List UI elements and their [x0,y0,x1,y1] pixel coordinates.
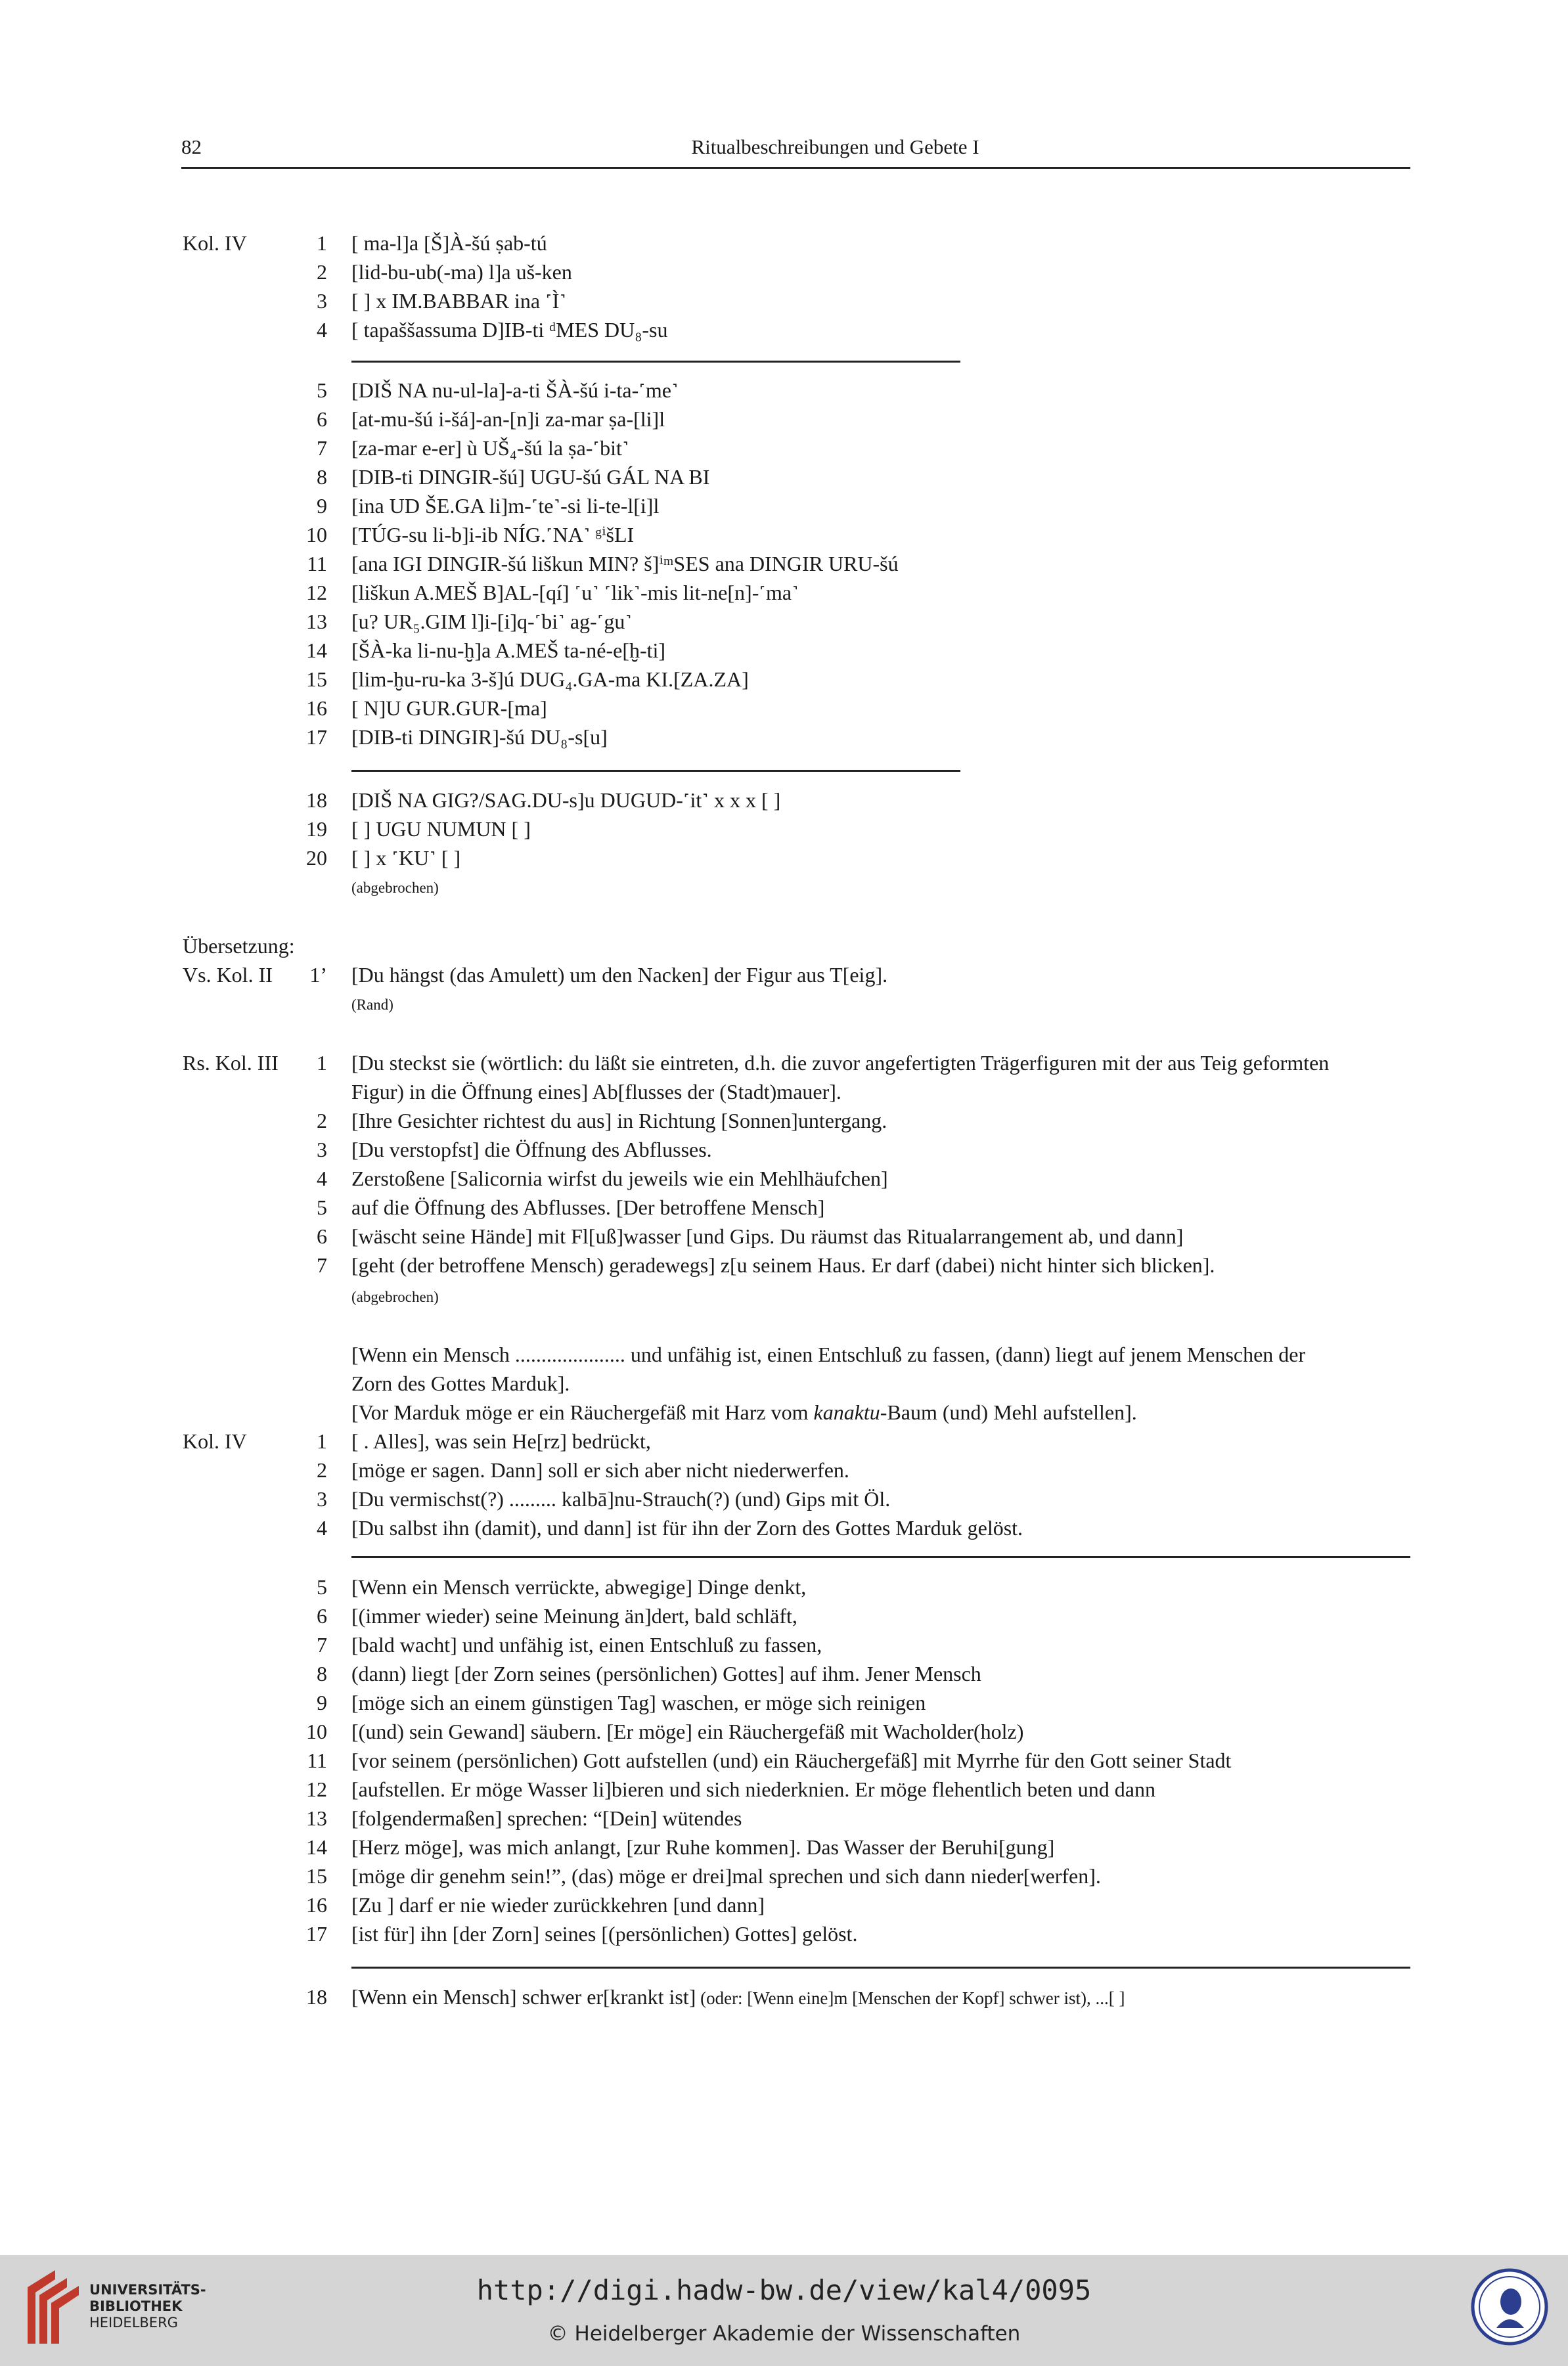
text-line: [vor seinem (persönlichen) Gott aufstellen (und) ein Räuchergefäß] mit Myrrhe für den Gott seiner Stadt [351,1749,1232,1772]
text-line: [Herz möge], was mich anlangt, [zur Ruhe kommen]. Das Wasser der Beruhi[gung] [351,1835,1055,1859]
text-line: [DIŠ NA GIG?/SAG.DU-s]u DUGUD-˹it˺ x x x [ ] [351,788,781,812]
text-line: auf die Öffnung des Abflusses. [Der betroffene Mensch] [351,1195,825,1219]
text-line: Zerstoßene [Salicornia wirfst du jeweils wie ein Mehlhäufchen] [351,1167,888,1190]
text-line: [DIB-ti DINGIR]-šú DU₈-s[u] [351,725,608,749]
text-line: [folgendermaßen] sprechen: “[Dein] wütendes [351,1806,742,1830]
line-number: 14 [306,1835,327,1859]
text-line: [(immer wieder) seine Meinung än]dert, bald schläft, [351,1604,797,1628]
section-divider [351,361,960,363]
line-number: 3 [317,289,327,313]
intro-line: Zorn des Gottes Marduk]. [351,1372,570,1395]
text-line: [ ] x ˹KU˺ [ ] [351,846,461,870]
text-line: [Du steckst sie (wörtlich: du läßt sie eintreten, d.h. die zuvor angefertigten Trägerfiguren mit der aus Teig geformten [351,1051,1330,1075]
library-name-line: BIBLIOTHEK [89,2298,183,2314]
text-line: [(und) sein Gewand] säubern. [Er möge] ein Räuchergefäß mit Wacholder(holz) [351,1720,1024,1743]
intro-text: -Baum (und) Mehl aufstellen]. [880,1400,1137,1424]
line-number: 8 [317,1662,327,1685]
text-line: [ ] x IM.BABBAR ina ˹Ì˺ [351,289,567,313]
section-divider [351,770,960,772]
line-number: 11 [307,1749,327,1772]
line-number: 7 [317,1253,327,1277]
text-line: [ ma-l]a [Š]À-šú ṣab-tú [351,231,547,255]
intro-text: [Vor Marduk möge er ein Räuchergefäß mit Harz vom [351,1400,814,1424]
line-number: 18 [306,1985,327,2009]
section-divider [351,1967,1410,1969]
note-rand: (Rand) [351,996,393,1013]
text-line: (dann) liegt [der Zorn seines (persönlichen) Gottes] auf ihm. Jener Mensch [351,1662,981,1685]
line-number: 7 [317,1633,327,1657]
line-number: 1’ [309,963,327,987]
line-number: 6 [317,1224,327,1248]
footer-bar [0,2255,1568,2366]
line-number: 5 [317,378,327,402]
text-line: [Wenn ein Mensch] schwer er[krankt ist] (oder: [Wenn eine]m [Menschen der Kopf] schwer ist), ...[ ] [351,1985,1125,2009]
line-number: 9 [317,494,327,518]
text-line: [möge dir genehm sein!”, (das) möge er drei]mal sprechen und sich dann nieder[werfen]. [351,1864,1101,1888]
line-number: 17 [306,1922,327,1946]
note-abgebrochen: (abgebrochen) [351,1289,439,1305]
running-header [181,135,1410,169]
text-line: [ist für] ihn [der Zorn] seines [(persönlichen) Gottes] gelöst. [351,1922,858,1946]
line-number: 3 [317,1138,327,1161]
line-number: 11 [307,552,327,575]
academy-seal-icon [1470,2267,1549,2346]
text-line: [liškun A.MEŠ B]AL-[qí] ˹u˺ ˹lik˺-mis lit-ne[n]-˹ma˺ [351,581,799,604]
section-label-rs-kol-iii: Rs. Kol. III [183,1051,279,1075]
text-line: [Zu ] darf er nie wieder zurückkehren [und dann] [351,1893,765,1917]
line-number: 13 [306,610,327,633]
text-line: [geht (der betroffene Mensch) geradewegs] z[u seinem Haus. Er darf (dabei) nicht hinter sich blicken]. [351,1253,1215,1277]
line-number: 10 [306,1720,327,1743]
source-url-link[interactable]: http://digi.hadw-bw.de/view/kal4/0095 [476,2274,1092,2306]
line-number: 5 [317,1195,327,1219]
intro-line: [Wenn ein Mensch ..................... und unfähig ist, einen Entschluß zu fassen, (dann) liegt auf jenem Menschen der [351,1343,1306,1366]
text-line: [Du vermischst(?) ......... kalbā]nu-Strauch(?) (und) Gips mit Öl. [351,1487,891,1511]
text-line: [möge sich an einem günstigen Tag] waschen, er möge sich reinigen [351,1691,926,1714]
text-line: [bald wacht] und unfähig ist, einen Entschluß zu fassen, [351,1633,822,1657]
line-number: 4 [317,1516,327,1540]
note-abgebrochen: (abgebrochen) [351,880,439,896]
line-number: 12 [306,1777,327,1801]
text-line: [TÚG-su li-b]i-ib NÍG.˹NA˺ ᵍⁱšLI [351,523,635,547]
text-line: [ . Alles], was sein He[rz] bedrückt, [351,1429,651,1453]
line-number: 7 [317,436,327,460]
line-number: 10 [306,523,327,547]
section-label-kol-iv-translation: Kol. IV [183,1429,247,1453]
line-number: 6 [317,1604,327,1628]
line-number: 15 [306,667,327,691]
text-line: [wäscht seine Hände] mit Fl[uß]wasser [und Gips. Du räumst das Ritualarrangement ab, und dann] [351,1224,1184,1248]
text-line: [Du verstopfst] die Öffnung des Abflusses. [351,1138,712,1161]
text-line: [ina UD ŠE.GA li]m-˹te˺-si li-te-l[i]l [351,494,660,518]
section-label-vs-kol-ii: Vs. Kol. II [183,963,273,987]
line-number: 4 [317,318,327,342]
text-line: [ ] UGU NUMUN [ ] [351,817,531,841]
page-number: 82 [181,135,202,158]
text-line: [Ihre Gesichter richtest du aus] in Richtung [Sonnen]untergang. [351,1109,887,1132]
library-name-line: HEIDELBERG [89,2315,178,2331]
line-number: 2 [317,1458,327,1482]
line-number: 20 [306,846,327,870]
line-number: 1 [317,231,327,255]
line-number: 16 [306,696,327,720]
line-number: 4 [317,1167,327,1190]
text-line: [Wenn ein Mensch verrückte, abwegige] Dinge denkt, [351,1575,807,1599]
text-line: [aufstellen. Er möge Wasser li]bieren und sich niederknien. Er möge flehentlich beten und dann [351,1777,1155,1801]
line-number: 2 [317,1109,327,1132]
text-line: [za-mar e-er] ù UŠ₄-šú la ṣa-˹bit˺ [351,436,629,460]
line-number: 19 [306,817,327,841]
text-line: [DIB-ti DINGIR-šú] UGU-šú GÁL NA BI [351,465,710,489]
line-number: 5 [317,1575,327,1599]
line-number: 8 [317,465,327,489]
line-number: 18 [306,788,327,812]
line-number: 9 [317,1691,327,1714]
text-line: [Du salbst ihn (damit), und dann] ist für ihn der Zorn des Gottes Marduk gelöst. [351,1516,1023,1540]
intro-line [351,1398,1137,1427]
section-divider [351,1556,1410,1558]
text-line: [ tapaššassuma D]IB-ti ᵈMES DU₈-su [351,318,668,342]
section-label-kol-iv: Kol. IV [183,231,247,255]
translation-line: [Du hängst (das Amulett) um den Nacken] der Figur aus T[eig]. [351,963,888,987]
intro-italic: kanaktu [813,1400,880,1424]
text-line: [at-mu-šú i-šá]-an-[n]i za-mar ṣa-[li]l [351,407,665,431]
line-number: 3 [317,1487,327,1511]
line-number: 6 [317,407,327,431]
text-line: [lim-ḫu-ru-ka 3-š]ú DUG₄.GA-ma KI.[ZA.ZA] [351,667,749,691]
text-line: [u? UR₅.GIM l]i-[i]q-˹bi˺ ag-˹gu˺ [351,610,633,633]
text-line: [möge er sagen. Dann] soll er sich aber nicht niederwerfen. [351,1458,849,1482]
running-title: Ritualbeschreibungen und Gebete I [691,135,979,158]
line-number: 14 [306,638,327,662]
text-line: [ŠÀ-ka li-nu-ḫ]a A.MEŠ ta-né-e[ḫ-ti] [351,638,666,662]
text-line: Figur) in die Öffnung eines] Ab[flusses der (Stadt)mauer]. [351,1080,841,1104]
line-number: 16 [306,1893,327,1917]
alternate-reading-note: (oder: [Wenn eine]m [Menschen der Kopf] schwer ist), ...[ ] [696,1988,1125,2008]
line-number: 13 [306,1806,327,1830]
line-number: 2 [317,260,327,284]
line-number: 12 [306,581,327,604]
translation-heading: Übersetzung: [183,934,295,958]
copyright-notice: © Heidelberger Akademie der Wissenschaften [547,2322,1021,2346]
text-line: [ana IGI DINGIR-šú liškun MIN? š]ⁱᵐSES ana DINGIR URU-šú [351,552,899,575]
line-number: 15 [306,1864,327,1888]
text-line: [DIŠ NA nu-ul-la]-a-ti ŠÀ-šú i-ta-˹me˺ [351,378,679,402]
text-line: [lid-bu-ub(-ma) l]a uš-ken [351,260,572,284]
text-line: [ N]U GUR.GUR-[ma] [351,696,547,720]
line-number: 1 [317,1051,327,1075]
line-number: 17 [306,725,327,749]
library-name-line: UNIVERSITÄTS- [89,2282,206,2298]
line-number: 1 [317,1429,327,1453]
